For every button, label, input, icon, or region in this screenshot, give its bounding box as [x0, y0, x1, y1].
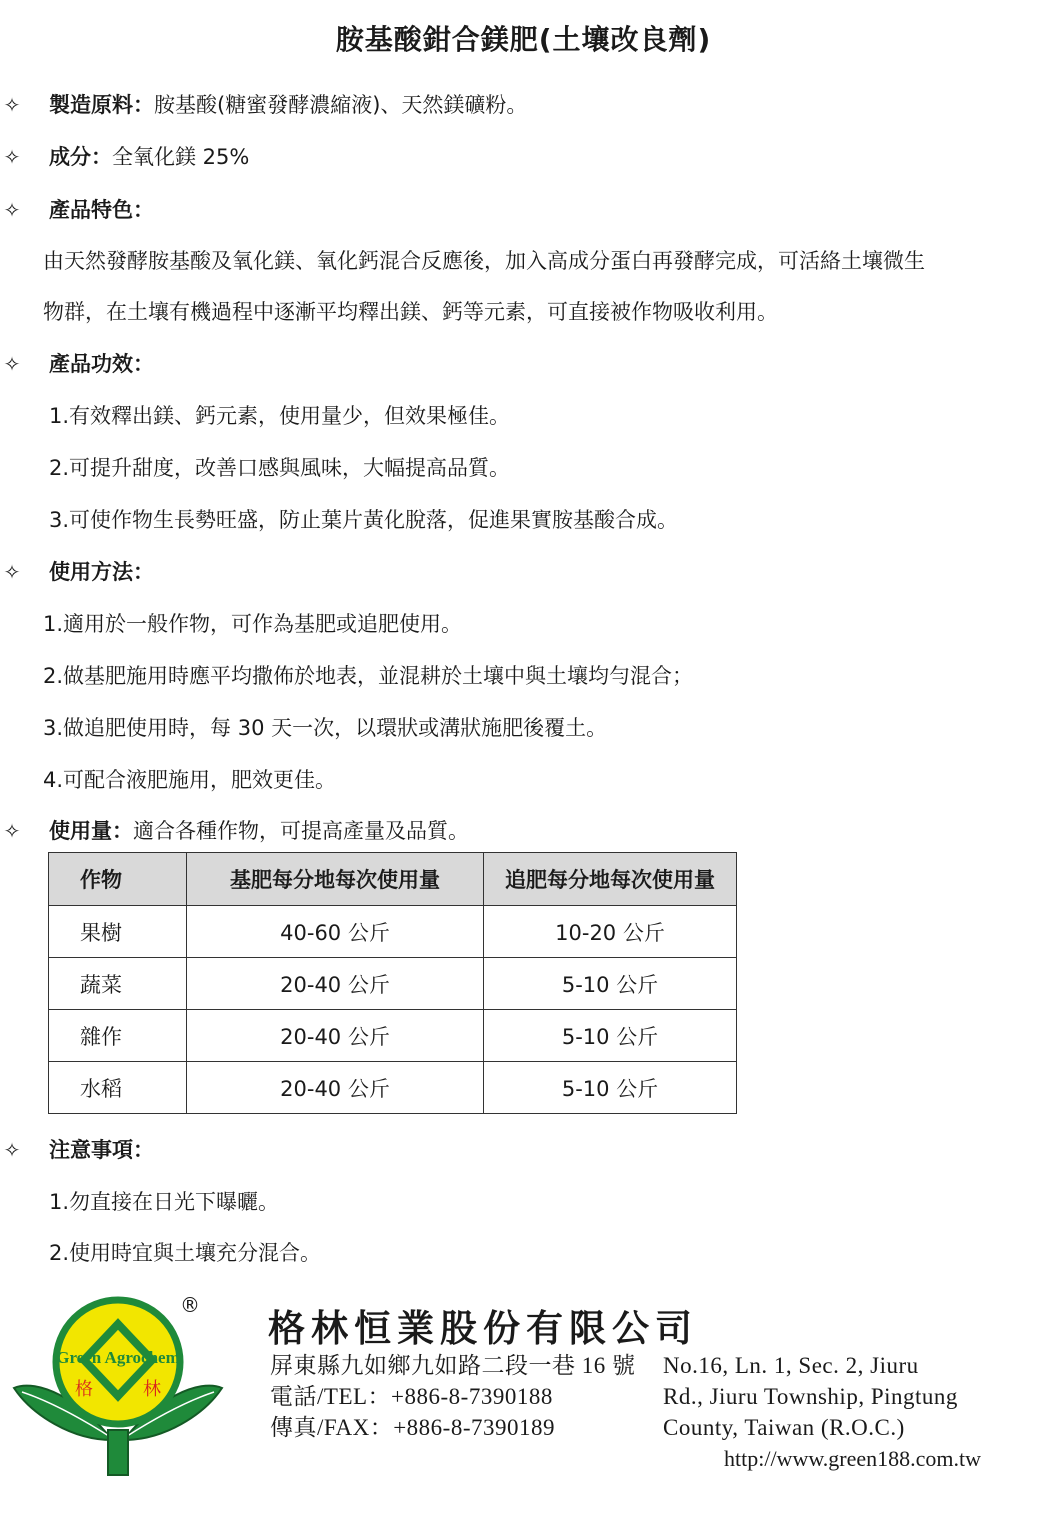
- column-header: 基肥每分地每次使用量: [187, 853, 484, 906]
- logo-text-zh-right: 林: [143, 1379, 161, 1400]
- company-logo: [12, 1290, 224, 1480]
- usage-method-item: 4.可配合液肥施用，肥效更佳。: [43, 768, 337, 792]
- table-cell: 水稻: [49, 1062, 187, 1114]
- page-title: 胺基酸鉗合鎂肥(土壤改良劑): [335, 23, 712, 56]
- section-label: 成分：: [49, 145, 112, 169]
- bullet-icon: ✧: [3, 352, 21, 376]
- table-cell: 雜作: [49, 1010, 187, 1062]
- table-header-row: [49, 853, 737, 906]
- address-en-line: County, Taiwan (R.O.C.): [663, 1415, 905, 1440]
- logo-stem: [108, 1430, 128, 1475]
- bullet-icon: ✧: [3, 819, 21, 843]
- logo-text-zh-left: 格: [75, 1379, 93, 1400]
- fax: 傳真/FAX：+886-8-7390189: [270, 1415, 555, 1440]
- table-cell: 5-10 公斤: [484, 1062, 737, 1114]
- section-text: 全氧化鎂 25%: [112, 145, 250, 169]
- bullet-icon: ✧: [3, 93, 21, 117]
- website-link[interactable]: http://www.green188.com.tw: [724, 1446, 982, 1471]
- usage-method-item: 2.做基肥施用時應平均撒佈於地表，並混耕於土壤中與土壤均勻混合；: [43, 664, 694, 688]
- table-row: [49, 906, 737, 958]
- section-label: 注意事項：: [49, 1138, 154, 1162]
- section-text: 胺基酸(糖蜜發酵濃縮液)、天然鎂礦粉。: [154, 93, 528, 117]
- features-line: 由天然發酵胺基酸及氧化鎂、氧化鈣混合反應後，加入高成分蛋白再發酵完成，可活絡土壤微生: [43, 249, 925, 273]
- table-row: [49, 1010, 737, 1062]
- notes-item: 2.使用時宜與土壤充分混合。: [49, 1241, 322, 1265]
- section-label: 使用量：: [49, 819, 133, 843]
- table-cell: 5-10 公斤: [484, 958, 737, 1010]
- registered-mark: ®: [180, 1293, 200, 1317]
- logo-text-en: Green Agrochem: [56, 1348, 180, 1367]
- notes-item: 1.勿直接在日光下曝曬。: [49, 1190, 280, 1214]
- table-cell: 20-40 公斤: [187, 1010, 484, 1062]
- features-line: 物群，在土壤有機過程中逐漸平均釋出鎂、鈣等元素，可直接被作物吸收利用。: [43, 300, 778, 324]
- section-label: 製造原料：: [49, 93, 154, 117]
- usage-method-item: 3.做追肥使用時，每 30 天一次，以環狀或溝狀施肥後覆土。: [43, 716, 608, 740]
- section-label: 使用方法：: [49, 560, 154, 584]
- table-cell: 果樹: [49, 906, 187, 958]
- effects-item: 1.有效釋出鎂、鈣元素，使用量少，但效果極佳。: [49, 404, 511, 428]
- address-en-line: No.16, Ln. 1, Sec. 2, Jiuru: [663, 1353, 919, 1378]
- tel: 電話/TEL：+886-8-7390188: [270, 1384, 553, 1409]
- effects-item: 2.可提升甜度，改善口感與風味，大幅提高品質。: [49, 456, 511, 480]
- bullet-icon: ✧: [3, 1138, 21, 1162]
- table-cell: 10-20 公斤: [484, 906, 737, 958]
- bullet-icon: ✧: [3, 560, 21, 584]
- company-name: 格林恒業股份有限公司: [268, 1306, 698, 1350]
- section-label: 產品特色：: [49, 198, 154, 222]
- table-cell: 20-40 公斤: [187, 1062, 484, 1114]
- table-row: [49, 1062, 737, 1114]
- table-row: [49, 958, 737, 1010]
- bullet-icon: ✧: [3, 145, 21, 169]
- column-header: 作物: [49, 853, 187, 906]
- bullet-icon: ✧: [3, 198, 21, 222]
- table-cell: 蔬菜: [49, 958, 187, 1010]
- effects-item: 3.可使作物生長勢旺盛，防止葉片黃化脫落，促進果實胺基酸合成。: [49, 508, 679, 532]
- table-cell: 20-40 公斤: [187, 958, 484, 1010]
- column-header: 追肥每分地每次使用量: [484, 853, 737, 906]
- table-cell: 5-10 公斤: [484, 1010, 737, 1062]
- usage-method-item: 1.適用於一般作物，可作為基肥或追肥使用。: [43, 612, 463, 636]
- section-text: 適合各種作物，可提高產量及品質。: [133, 819, 469, 843]
- usage-table: [48, 852, 737, 1114]
- section-label: 產品功效：: [49, 352, 154, 376]
- address-zh: 屏東縣九如鄉九如路二段一巷 16 號: [270, 1353, 636, 1378]
- address-en-line: Rd., Jiuru Township, Pingtung: [663, 1384, 958, 1409]
- table-cell: 40-60 公斤: [187, 906, 484, 958]
